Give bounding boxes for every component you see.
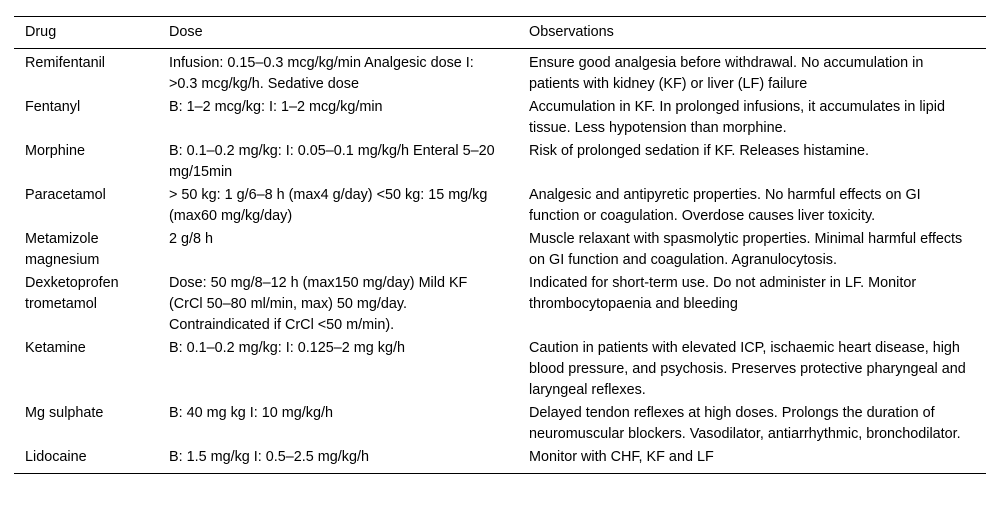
observations-cell: Risk of prolonged sedation if KF. Releases histamine. (529, 143, 869, 159)
table-row (14, 184, 986, 228)
observations-cell: Monitor with CHF, KF and LF (529, 449, 714, 465)
dose-cell: 2 g/8 h (169, 231, 214, 247)
header-drug: Drug (25, 24, 57, 40)
table-row (14, 96, 986, 140)
drug-cell: Mg sulphate (25, 405, 104, 421)
table-header-row (14, 17, 986, 49)
table-row (14, 446, 986, 474)
observations-cell: Caution in patients with elevated ICP, ischaemic heart disease, high blood pressure, and psychosis. Preserves protective pharyngeal and laryngeal reflexes. (529, 340, 966, 398)
observations-cell: Muscle relaxant with spasmolytic properties. Minimal harmful effects on GI function and coagulation. Agranulocytosis. (529, 231, 963, 268)
dose-cell: Dose: 50 mg/8–12 h (max150 mg/day) Mild KF (CrCl 50–80 ml/min, max) 50 mg/day. Contraindicated if CrCl <50 m/min). (169, 275, 468, 333)
table-row (14, 402, 986, 446)
table-row (14, 337, 986, 402)
dose-cell: B: 1–2 mcg/kg: I: 1–2 mcg/kg/min (169, 99, 383, 115)
drug-cell: Paracetamol (25, 187, 106, 203)
drug-cell: Ketamine (25, 340, 86, 356)
drug-cell: Fentanyl (25, 99, 81, 115)
dose-cell: > 50 kg: 1 g/6–8 h (max4 g/day) <50 kg: 15 mg/kg (max60 mg/kg/day) (169, 187, 488, 224)
table-row (14, 49, 986, 97)
drug-table-container (14, 16, 986, 474)
drug-cell: Dexketoprofen trometamol (25, 275, 119, 312)
table-row (14, 140, 986, 184)
table-row (14, 272, 986, 337)
drug-cell: Lidocaine (25, 449, 87, 465)
dose-cell: B: 0.1–0.2 mg/kg: I: 0.125–2 mg kg/h (169, 340, 405, 356)
dose-cell: Infusion: 0.15–0.3 mcg/kg/min Analgesic dose I: >0.3 mcg/kg/h. Sedative dose (169, 55, 474, 92)
observations-cell: Ensure good analgesia before withdrawal. No accumulation in patients with kidney (KF) or liver (LF) failure (529, 55, 924, 92)
drug-cell: Remifentanil (25, 55, 105, 71)
drug-cell: Morphine (25, 143, 85, 159)
table-row (14, 228, 986, 272)
dose-cell: B: 1.5 mg/kg I: 0.5–2.5 mg/kg/h (169, 449, 369, 465)
header-dose: Dose (169, 24, 203, 40)
observations-cell: Delayed tendon reflexes at high doses. Prolongs the duration of neuromuscular blockers. Vasodilator, antiarrhythmic, bronchodilator. (529, 405, 961, 442)
observations-cell: Accumulation in KF. In prolonged infusions, it accumulates in lipid tissue. Less hypotension than morphine. (529, 99, 945, 136)
observations-cell: Analgesic and antipyretic properties. No harmful effects on GI function or coagulation. Overdose causes liver toxicity. (529, 187, 921, 224)
header-observations: Observations (529, 24, 614, 40)
observations-cell: Indicated for short-term use. Do not administer in LF. Monitor thrombocytopaenia and bleeding (529, 275, 917, 312)
dose-cell: B: 40 mg kg I: 10 mg/kg/h (169, 405, 333, 421)
dose-cell: B: 0.1–0.2 mg/kg: I: 0.05–0.1 mg/kg/h Enteral 5–20 mg/15min (169, 143, 495, 180)
drug-cell: Metamizole magnesium (25, 231, 100, 268)
drug-table (14, 16, 986, 474)
